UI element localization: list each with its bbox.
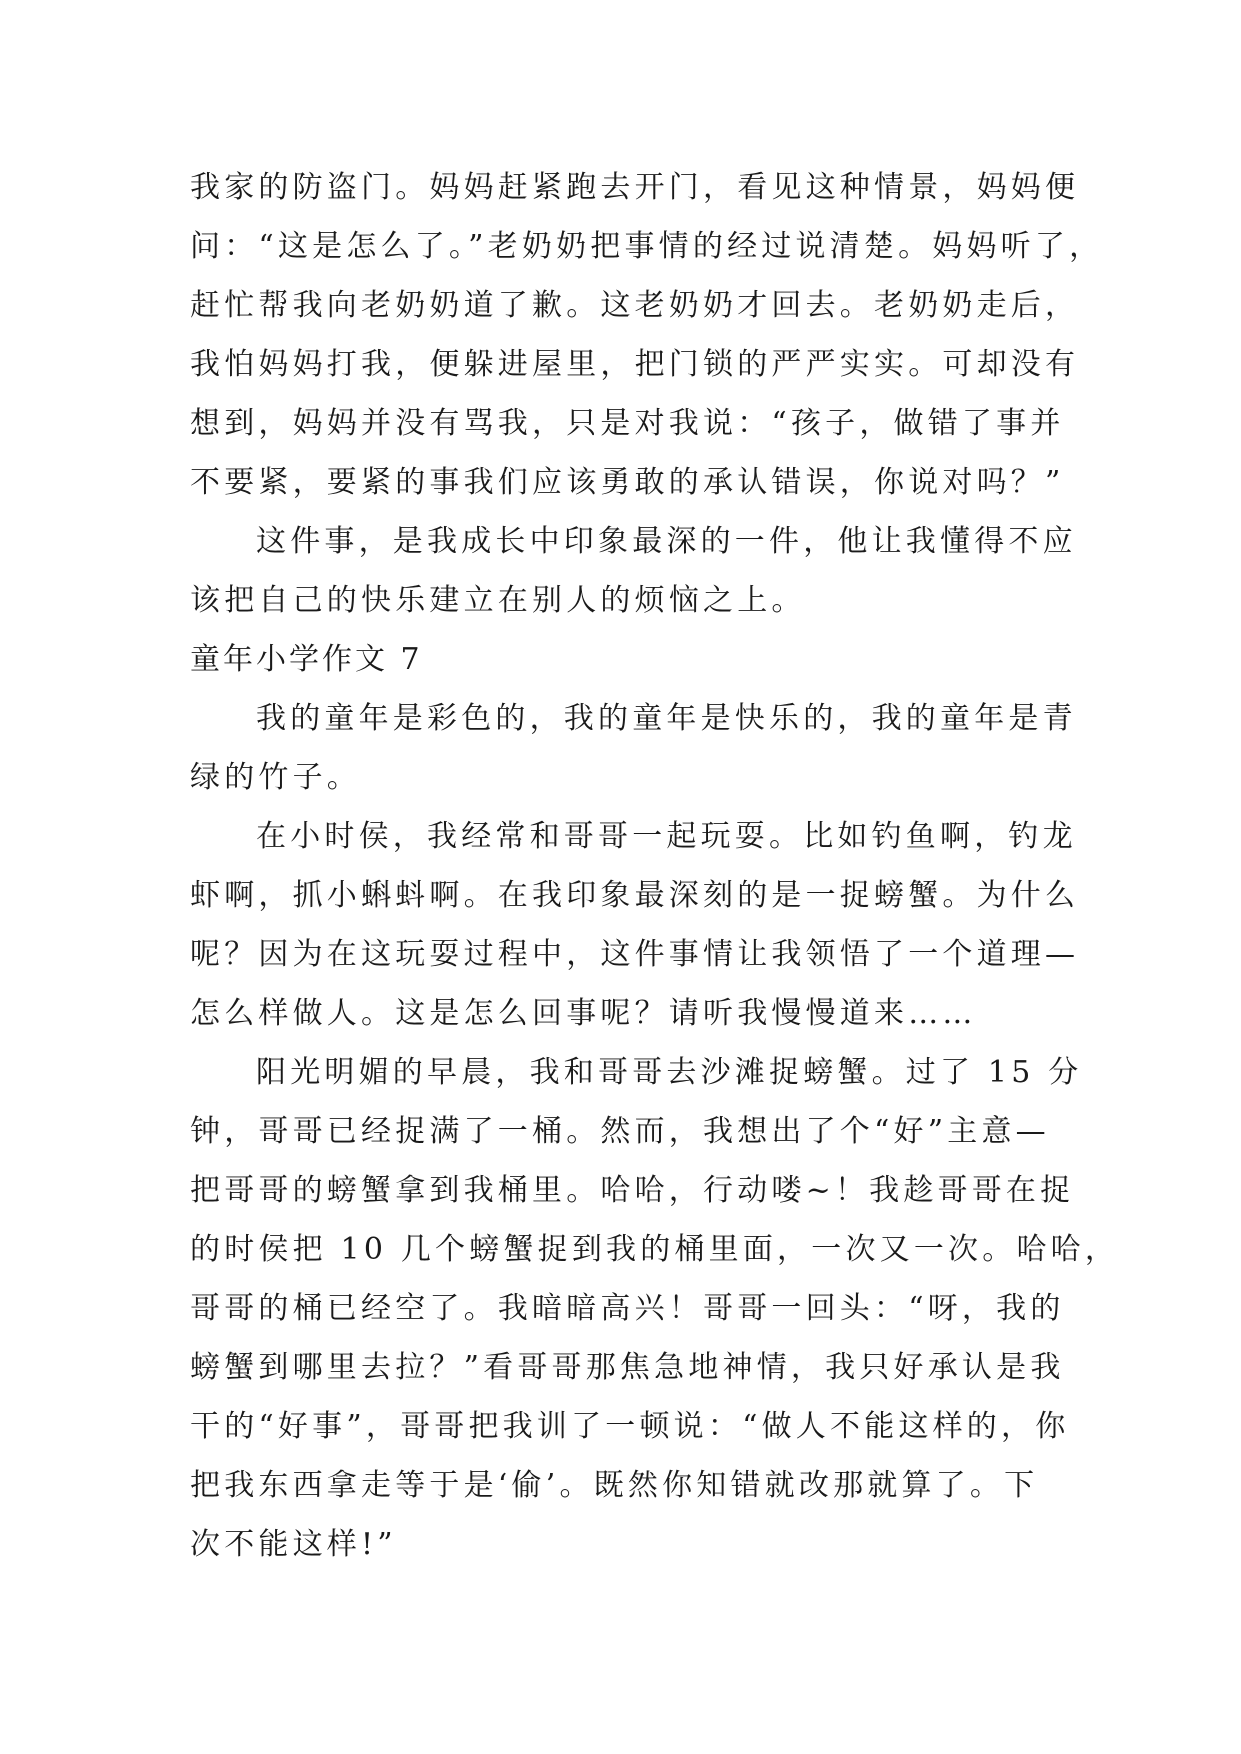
text-line: 绿的竹子。 xyxy=(190,760,361,795)
text-line: 哥哥的桶已经空了。我暗暗高兴！哥哥一回头：“呀，我的 xyxy=(190,1291,1065,1326)
text-line: 该把自己的快乐建立在别人的烦恼之上。 xyxy=(190,583,806,618)
section-heading: 童年小学作文 7 xyxy=(190,642,423,677)
text-line: 我的童年是彩色的，我的童年是快乐的，我的童年是青 xyxy=(256,701,1077,736)
text-line: 把我东西拿走等于是‘偷’。既然你知错就改那就算了。下 xyxy=(190,1468,1039,1503)
text-line: 呢？因为在这玩耍过程中，这件事情让我领悟了一个道理— xyxy=(190,937,1080,972)
text-line: 螃蟹到哪里去拉？”看哥哥那焦急地神情，我只好承认是我 xyxy=(190,1350,1065,1385)
text-line: 阳光明媚的早晨，我和哥哥去沙滩捉螃蟹。过了 15 分 xyxy=(256,1055,1083,1090)
text-line: 我怕妈妈打我，便躲进屋里，把门锁的严严实实。可却没有 xyxy=(190,347,1080,382)
document-body xyxy=(190,158,1120,1574)
text-line: 钟，哥哥已经捉满了一桶。然而，我想出了个“好”主意— xyxy=(190,1114,1050,1149)
text-line: 我家的防盗门。妈妈赶紧跑去开门，看见这种情景，妈妈便 xyxy=(190,170,1080,205)
text-line: 把哥哥的螃蟹拿到我桶里。哈哈，行动喽~！我趁哥哥在捉 xyxy=(190,1173,1075,1208)
text-line: 次不能这样!” xyxy=(190,1527,397,1562)
text-line: 干的“好事”，哥哥把我训了一顿说：“做人不能这样的，你 xyxy=(190,1409,1070,1444)
text-line: 问：“这是怎么了。”老奶奶把事情的经过说清楚。妈妈听了， xyxy=(190,229,1104,264)
text-line: 虾啊，抓小蝌蚪啊。在我印象最深刻的是一捉螃蟹。为什么 xyxy=(190,878,1080,913)
text-line: 赶忙帮我向老奶奶道了歉。这老奶奶才回去。老奶奶走后， xyxy=(190,288,1080,323)
text-line: 在小时侯，我经常和哥哥一起玩耍。比如钓鱼啊，钓龙 xyxy=(256,819,1077,854)
text-line: 想到，妈妈并没有骂我，只是对我说：“孩子，做错了事并 xyxy=(190,406,1065,441)
text-line: 这件事，是我成长中印象最深的一件，他让我懂得不应 xyxy=(256,524,1077,559)
text-line: 怎么样做人。这是怎么回事呢？请听我慢慢道来…… xyxy=(190,996,977,1031)
text-line: 的时侯把 10 几个螃蟹捉到我的桶里面，一次又一次。哈哈， xyxy=(190,1232,1120,1267)
text-line: 不要紧，要紧的事我们应该勇敢的承认错误，你说对吗？” xyxy=(190,465,1065,500)
